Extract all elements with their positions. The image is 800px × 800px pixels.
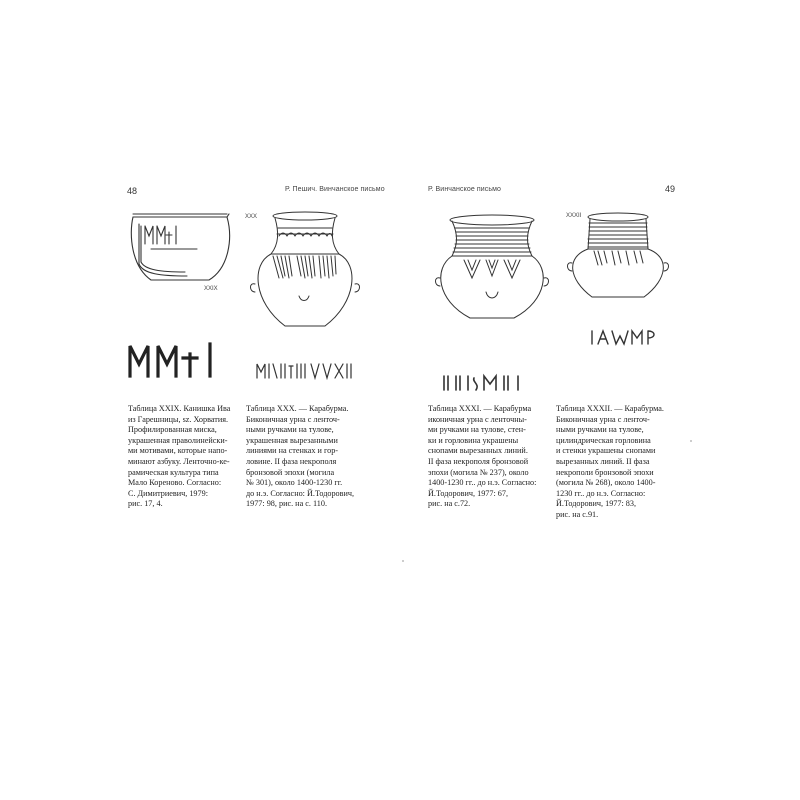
caption-line: ми ручками на тулове, стен- <box>428 425 526 435</box>
caption-line: II фаза некрополя бронзовой <box>428 456 529 466</box>
caption-line: Мало Кореново. Согласно: <box>128 478 222 488</box>
caption-line: снопами вырезанных линий. <box>428 446 528 456</box>
caption-xxix <box>128 404 248 510</box>
caption-line: (могила № 268), около 1400- <box>556 478 656 488</box>
caption-line: линиями на стенках и гор- <box>246 446 339 456</box>
caption-line: 1230 гг.. до н.э. Согласно: <box>556 488 646 498</box>
inscription-xxxii-glyphs <box>590 328 670 346</box>
caption-line: Й.Тодорович, 1977: 83, <box>556 499 637 509</box>
inscription-xxxi-glyphs <box>442 372 532 392</box>
plate-xxxi-urn-drawing <box>430 208 555 338</box>
caption-line: ки и горловина украшены <box>428 435 519 445</box>
right-page-number: 49 <box>665 184 676 194</box>
inscription-xxxi <box>442 372 532 392</box>
caption-line: С. Димитриевич, 1979: <box>128 488 208 498</box>
plate-xxx-urn-drawing <box>245 206 365 346</box>
inscription-xxx <box>255 360 355 380</box>
inscription-xxix <box>128 340 228 380</box>
caption-line: Й.Тодорович, 1977: 67, <box>428 488 509 498</box>
caption-line: Биконичная урна с ленточ- <box>246 414 340 424</box>
caption-line: до н.э. Согласно: Й.Тодорович, <box>246 488 355 498</box>
caption-line: рамическая культура типа <box>128 467 219 477</box>
caption-line: вырезанных линий. II фаза <box>556 456 650 466</box>
caption-line: рис. 17, 4. <box>128 499 163 509</box>
caption-line: минают азбуку. Ленточно-ке- <box>128 456 230 466</box>
scan-speck <box>402 560 404 562</box>
caption-xxxi <box>428 404 552 510</box>
caption-xxx <box>246 404 370 510</box>
caption-line: 1400-1230 гг.. до н.э. Согласно: <box>428 478 537 488</box>
caption-line: ми мотивами, которые напо- <box>128 446 228 456</box>
plate-xxxii-urn-drawing <box>560 205 670 315</box>
caption-line: Профилированная миска, <box>128 425 217 435</box>
caption-line: ными ручками на тулове, <box>556 425 644 435</box>
plate-xxix-bowl-drawing <box>127 204 242 299</box>
left-running-head: Р. Пешич. Винчанское письмо <box>285 186 385 193</box>
urn-svg-xxx <box>245 206 365 346</box>
caption-line: Таблица XXIX. Канишка Ива <box>128 404 231 413</box>
urn-svg-xxxi <box>430 208 555 338</box>
scan-speck <box>690 440 692 442</box>
right-running-head: Р. Винчанское письмо <box>428 186 502 193</box>
plate-label-xxxii: XXXII <box>566 213 582 219</box>
plate-label-xxx: XXX <box>245 214 258 220</box>
caption-line: ными ручками на тулове, <box>246 425 334 435</box>
caption-line: бронзовой эпохи (могила <box>246 467 335 477</box>
caption-line: эпохи (могила № 237), около <box>428 467 529 477</box>
inscription-xxx-glyphs <box>255 360 355 380</box>
caption-line: и стенки украшены снопами <box>556 446 656 456</box>
caption-line: украшенная праволинейски- <box>128 435 228 445</box>
inscription-xxxii <box>590 328 670 346</box>
caption-line: из Гарешницы, sz. Хорватия. <box>128 414 229 424</box>
caption-line: Биконичная урна с ленточ- <box>556 414 650 424</box>
inscription-xxix-glyphs <box>128 340 228 380</box>
caption-line: рис. на с.91. <box>556 509 599 519</box>
caption-line: ловине. II фаза некрополя <box>246 456 337 466</box>
caption-line: 1977: 98, рис. на с. 110. <box>246 499 327 509</box>
caption-xxxii <box>556 404 686 521</box>
caption-line: иконичная урна с ленточны- <box>428 414 527 424</box>
plate-label-xxix: XXIX <box>204 286 218 292</box>
caption-line: Таблица XXX. — Карабурма. <box>246 404 349 413</box>
urn-svg-xxxii <box>560 205 670 315</box>
bowl-svg <box>127 204 242 299</box>
caption-line: № 301), около 1400-1230 гг. <box>246 478 343 488</box>
caption-line: Таблица XXXII. — Карабурма. <box>556 404 664 413</box>
caption-line: цилиндрическая горловина <box>556 435 651 445</box>
caption-line: некрополи бронзовой эпохи <box>556 467 654 477</box>
caption-line: рис. на с.72. <box>428 499 471 509</box>
left-page-number: 48 <box>127 186 138 196</box>
caption-line: Таблица XXXI. — Карабурма <box>428 404 532 413</box>
caption-line: украшенная вырезанными <box>246 435 338 445</box>
